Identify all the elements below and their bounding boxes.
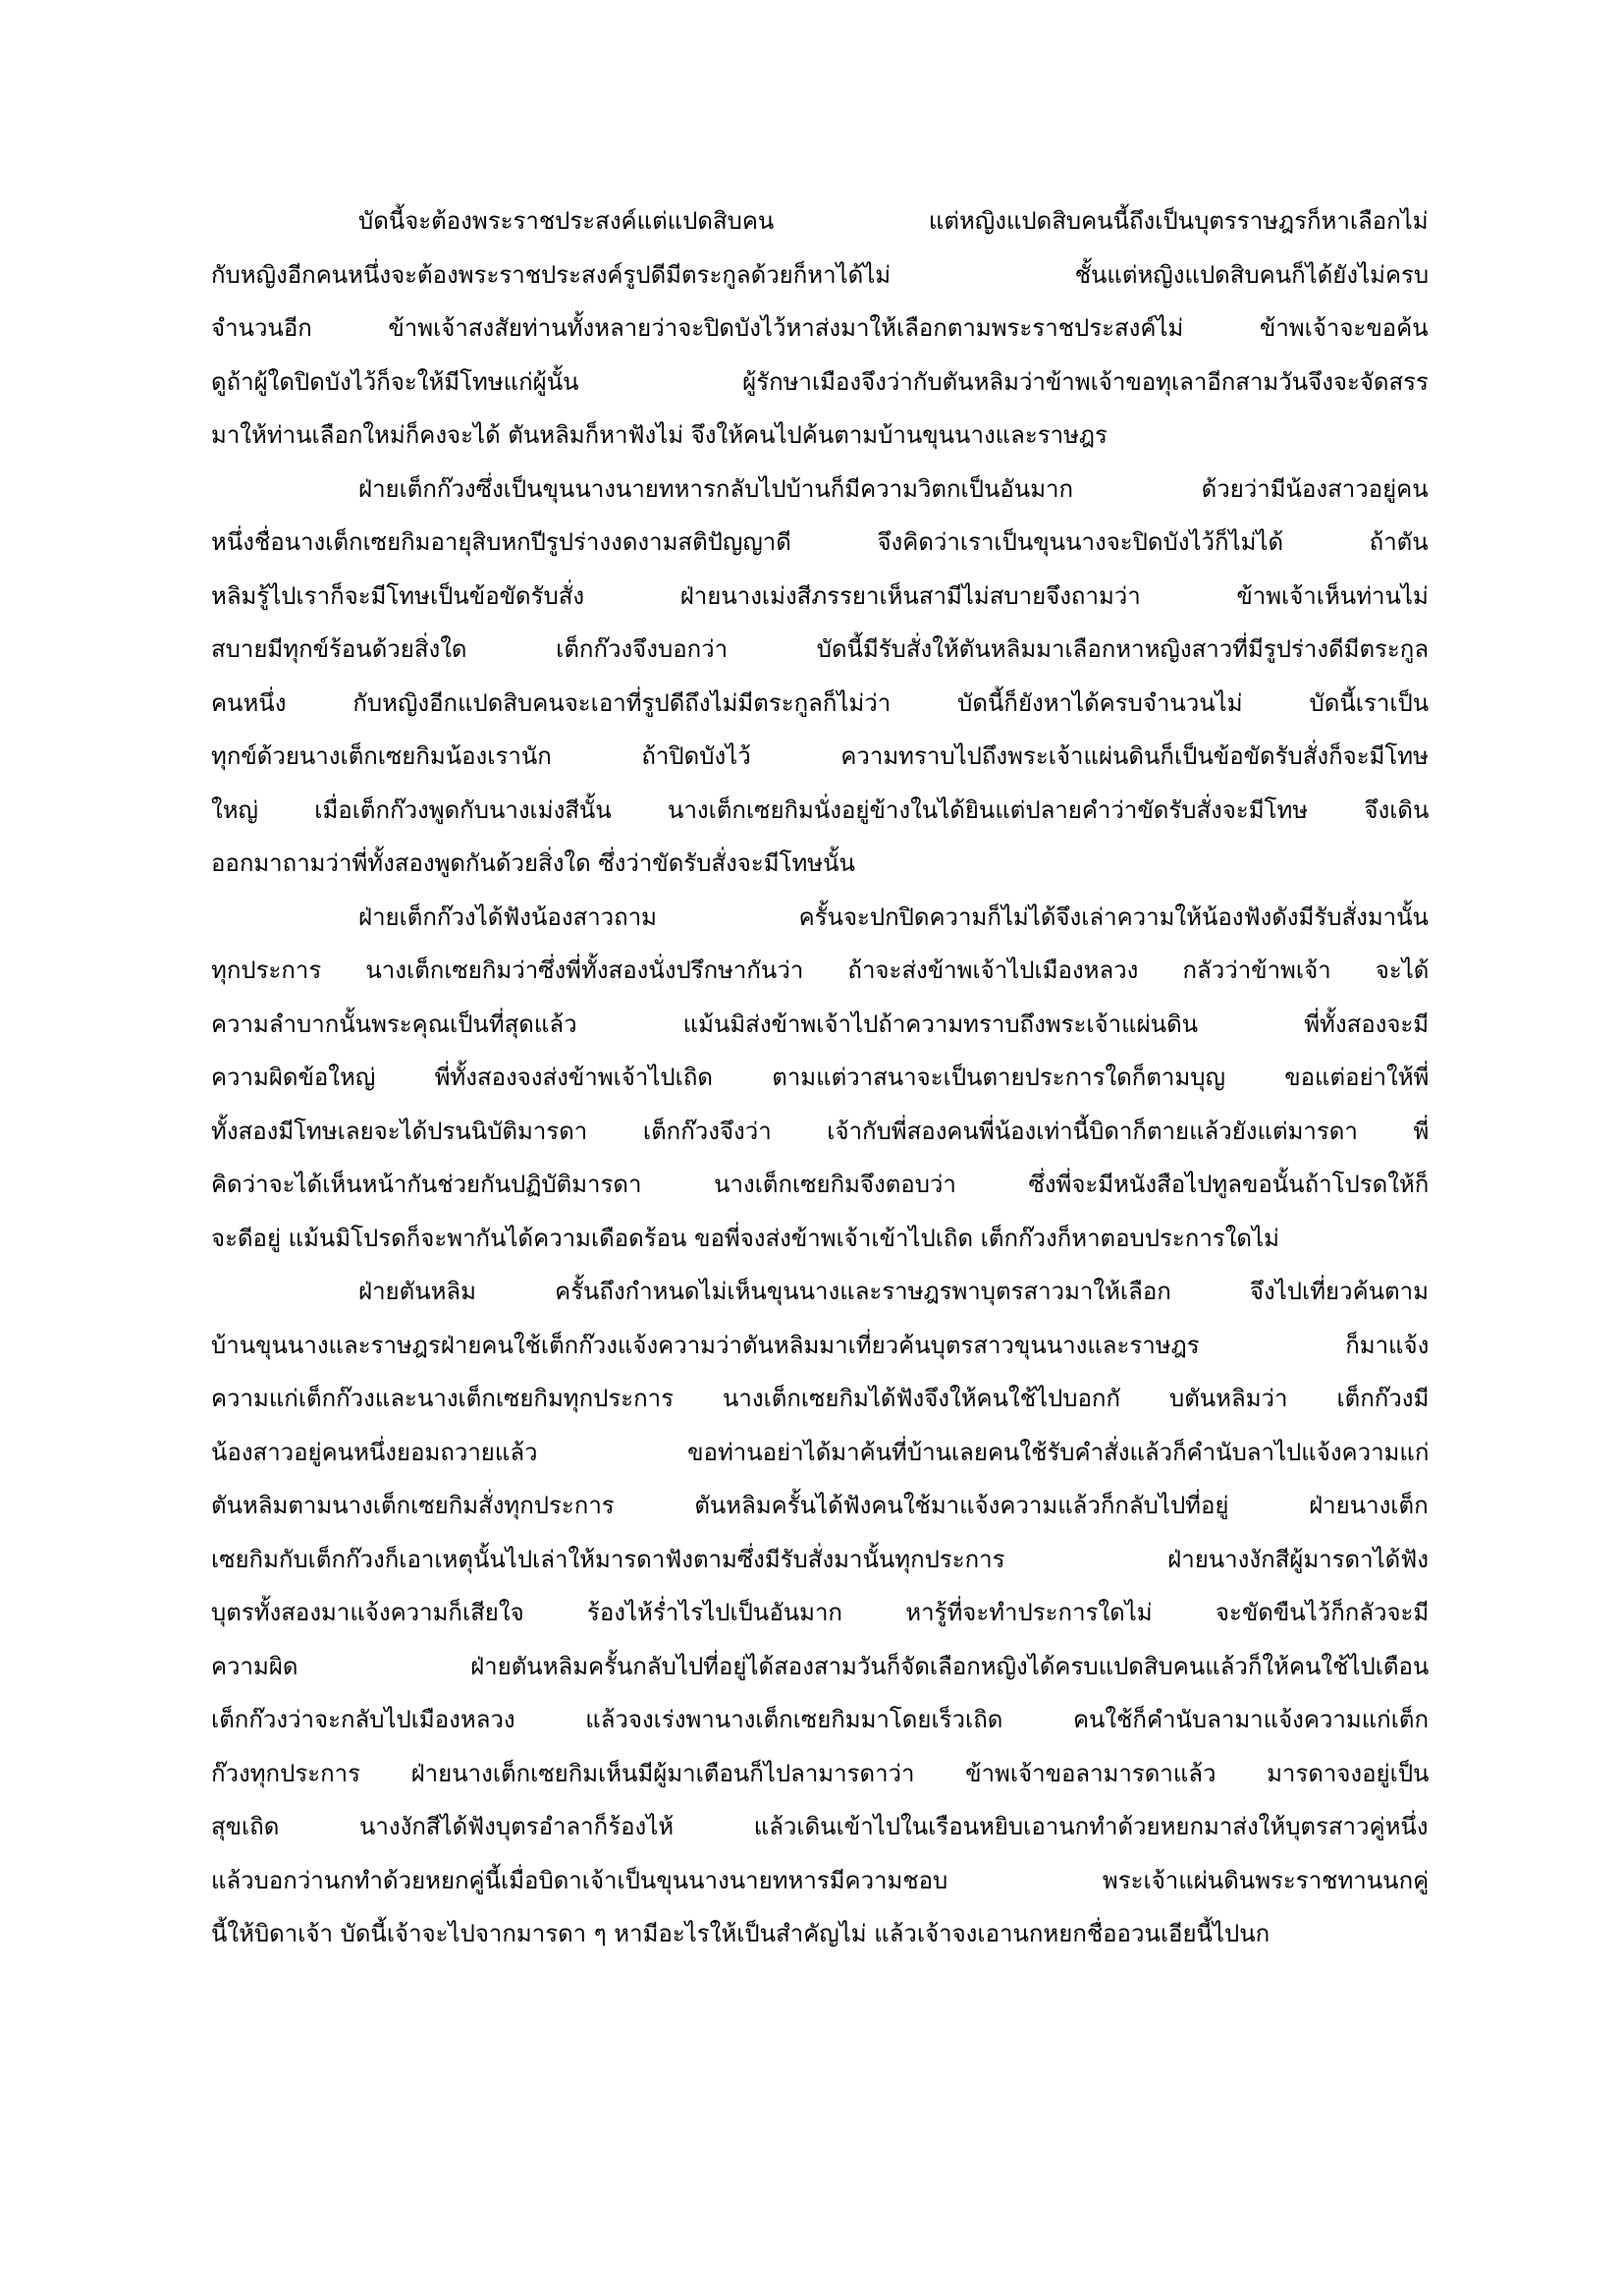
line-text: ความผิด ฝ่ายตันหลิมครั้นกลับไปที่อยู่ได้สองสามวันก็จัดเลือกหญิงได้ครบแปดสิบคนแล้วก็ให้คนใช้ไปเตือน xyxy=(211,1652,1429,1680)
line-text: เต็กก๊วงว่าจะกลับไปเมืองหลวง แล้วจงเร่งพานางเต็กเซยกิมมาโดยเร็วเถิด คนใช้ก็คำนับลามาแจ้งความแก่เต็ก xyxy=(211,1706,1429,1733)
line-text: ความผิดข้อใหญ่ พี่ทั้งสองจงส่งข้าพเจ้าไปเถิด ตามแต่วาสนาจะเป็นตายประการใดก็ตามบุญ ขอแต่อย่าให้พี่ xyxy=(211,1064,1429,1091)
line-text: ฝ่ายเต็กก๊วงซึ่งเป็นขุนนางนายทหารกลับไปบ้านก็มีความวิตกเป็นอันมาก ด้วยว่ามีน้องสาวอยู่คน xyxy=(358,474,1429,503)
line-text: คิดว่าจะได้เห็นหน้ากันช่วยกันปฏิบัติมารดา นางเต็กเซยกิมจึงตอบว่า ซึ่งพี่จะมีหนังสือไปทูลขอนั้นถ้าโปรดให้ก็ xyxy=(211,1171,1429,1198)
line-text: ความแก่เต็กก๊วงและนางเต็กเซยกิมทุกประการ นางเต็กเซยกิมได้ฟังจึงให้คนใช้ไปบอกกั บตันหลิมว่า เต็กก๊วงมี xyxy=(211,1385,1429,1412)
line-text: ก๊วงทุกประการ ฝ่ายนางเต็กเซยกิมเห็นมีผู้มาเตือนก็ไปลามารดาว่า ข้าพเจ้าขอลามารดาแล้ว มารดาจงอยู่เป็น xyxy=(211,1759,1429,1787)
text-line xyxy=(211,1265,1429,1319)
text-line xyxy=(211,1907,1429,1961)
line-text: ตันหลิมตามนางเต็กเซยกิมสั่งทุกประการ ตันหลิมครั้นได้ฟังคนใช้มาแจ้งความแล้วก็กลับไปที่อยู่ ฝ่ายนางเต็ก xyxy=(211,1492,1429,1519)
text-line xyxy=(211,1854,1429,1908)
text-line xyxy=(211,248,1429,302)
line-text: น้องสาวอยู่คนหนึ่งยอมถวายแล้ว ขอท่านอย่าได้มาค้นที่บ้านเลยคนใช้รับคำสั่งแล้วก็คำนับลาไปแจ้งความแก่ xyxy=(211,1438,1429,1466)
text-line xyxy=(211,1586,1429,1640)
line-text: ความลำบากนั้นพระคุณเป็นที่สุดแล้ว แม้นมิส่งข้าพเจ้าไปถ้าความทราบถึงพระเจ้าแผ่นดิน พี่ทั้งสองจะมี xyxy=(211,1010,1429,1038)
text-line xyxy=(211,570,1429,624)
text-line xyxy=(211,1747,1429,1801)
text-line xyxy=(211,1372,1429,1426)
text-line xyxy=(211,463,1429,517)
text-line xyxy=(211,1158,1429,1212)
paragraph xyxy=(211,463,1429,891)
line-text: ฝ่ายเต็กก๊วงได้ฟังน้องสาวถาม ครั้นจะปกปิดความก็ไม่ได้จึงเล่าความให้น้องฟังดังมีรับสั่งมานั้น xyxy=(358,902,1429,931)
paragraph xyxy=(211,891,1429,1266)
line-text: หลิมรู้ไปเราก็จะมีโทษเป็นข้อขัดรับสั่ง ฝ่ายนางเม่งสีภรรยาเห็นสามีไม่สบายจึงถามว่า ข้าพเจ้าเห็นท่านไม่ xyxy=(211,581,1429,610)
line-text: ทั้งสองมีโทษเลยจะได้ปรนนิบัติมารดา เต็กก๊วงจึงว่า เจ้ากับพี่สองคนพี่น้องเท่านี้บิดาก็ตายแล้วยังแต่มารดา พี่ xyxy=(211,1117,1429,1145)
text-line xyxy=(211,1693,1429,1747)
line-text: คนหนึ่ง กับหญิงอีกแปดสิบคนจะเอาที่รูปดีถึงไม่มีตระกูลก็ไม่ว่า บัดนี้ก็ยังหาได้ครบจำนวนไม่ บัดนี้เราเป็น xyxy=(211,688,1429,717)
text-line xyxy=(211,1319,1429,1373)
line-text: ทุกประการ นางเต็กเซยกิมว่าซึ่งพี่ทั้งสองนั่งปรึกษากันว่า ถ้าจะส่งข้าพเจ้าไปเมืองหลวง กลัวว่าข้าพเจ้า จะได้ xyxy=(211,957,1429,984)
line-text: หนึ่งชื่อนางเต็กเซยกิมอายุสิบหกปีรูปร่างงดงามสติปัญญาดี จึงคิดว่าเราเป็นขุนนางจะปิดบังไว้ก็ไม่ได้ ถ้าตัน xyxy=(211,528,1429,556)
line-text: กับหญิงอีกคนหนึ่งจะต้องพระราชประสงค์รูปดีมีตระกูลด้วยก็หาได้ไม่ ชั้นแต่หญิงแปดสิบคนก็ได้ยังไม่ครบ xyxy=(211,260,1429,289)
text-line xyxy=(211,837,1429,891)
line-text: จำนวนอีก ข้าพเจ้าสงสัยท่านทั้งหลายว่าจะปิดบังไว้หาส่งมาให้เลือกตามพระราชประสงค์ไม่ ข้าพเจ้าจะขอค้น xyxy=(211,314,1429,342)
text-line xyxy=(211,1212,1429,1266)
line-text: สุขเถิด นางงักสีได้ฟังบุตรอำลาก็ร้องไห้ แล้วเดินเข้าไปในเรือนหยิบเอานกทำด้วยหยกมาส่งให้บุตรสาวคู่หนึ่ง xyxy=(211,1813,1429,1840)
text-line xyxy=(211,623,1429,677)
line-text: บัดนี้จะต้องพระราชประสงค์แต่แปดสิบคน แต่หญิงแปดสิบคนนี้ถึงเป็นบุตรราษฎรก็หาเลือกไม่ xyxy=(358,207,1429,235)
text-line xyxy=(211,677,1429,731)
text-line xyxy=(211,1051,1429,1105)
paragraph xyxy=(211,194,1429,463)
line-text: บ้านขุนนางและราษฎรฝ่ายคนใช้เต็กก๊วงแจ้งความว่าตันหลิมมาเที่ยวค้นบุตรสาวขุนนางและราษฎร ก็มาแจ้ง xyxy=(211,1331,1429,1359)
text-line xyxy=(211,784,1429,838)
text-line xyxy=(211,1640,1429,1694)
text-line xyxy=(211,516,1429,570)
text-line xyxy=(211,409,1429,463)
text-line xyxy=(211,194,1429,248)
text-line xyxy=(211,355,1429,410)
text-line xyxy=(211,944,1429,998)
line-text: บุตรทั้งสองมาแจ้งความก็เสียใจ ร้องไห้ร่ำไรไปเป็นอันมาก หารู้ที่จะทำประการใดไม่ จะขัดขืนไว้ก็กลัวจะมี xyxy=(211,1599,1429,1626)
line-text: แล้วบอกว่านกทำด้วยหยกคู่นี้เมื่อบิดาเจ้าเป็นขุนนางนายทหารมีความชอบ พระเจ้าแผ่นดินพระราชทานนกคู่ xyxy=(211,1866,1429,1894)
line-text: ออกมาถามว่าพี่ทั้งสองพูดกันด้วยสิ่งใด ซึ่งว่าขัดรับสั่งจะมีโทษนั้น xyxy=(211,849,855,877)
text-line xyxy=(211,1533,1429,1587)
text-line xyxy=(211,301,1429,355)
text-line xyxy=(211,730,1429,784)
line-text: จะดีอยู่ แม้นมิโปรดก็จะพากันได้ความเดือดร้อน ขอพี่จงส่งข้าพเจ้าเข้าไปเถิด เต็กก๊วงก็หาตอบประการใดไม่ xyxy=(211,1224,1279,1252)
line-text: ฝ่ายตันหลิม ครั้นถึงกำหนดไม่เห็นขุนนางและราษฎรพาบุตรสาวมาให้เลือก จึงไปเที่ยวค้นตาม xyxy=(358,1278,1429,1305)
text-line xyxy=(211,1105,1429,1159)
text-line xyxy=(211,998,1429,1052)
line-text: ดูถ้าผู้ใดปิดบังไว้ก็จะให้มีโทษแก่ผู้นั้น ผู้รักษาเมืองจึงว่ากับตันหลิมว่าข้าพเจ้าขอทุเลาอีกสามวันจึงจะจัดสรร xyxy=(211,367,1429,396)
body-text xyxy=(211,194,1429,1961)
text-line xyxy=(211,1800,1429,1854)
text-line xyxy=(211,1426,1429,1480)
line-text: เซยกิมกับเต็กก๊วงก็เอาเหตุนั้นไปเล่าให้มารดาฟังตามซึ่งมีรับสั่งมานั้นทุกประการ ฝ่ายนางงักสีผู้มารดาได้ฟัง xyxy=(211,1545,1429,1573)
paragraph xyxy=(211,1265,1429,1961)
line-text: มาให้ท่านเลือกใหม่ก็คงจะได้ ตันหลิมก็หาฟังไม่ จึงให้คนไปค้นตามบ้านขุนนางและราษฎร xyxy=(211,421,1108,449)
line-text: ใหญ่ เมื่อเต็กก๊วงพูดกับนางเม่งสีนั้น นางเต็กเซยกิมนั่งอยู่ข้างในได้ยินแต่ปลายคำว่าขัดรับสั่งจะมีโทษ จึงเดิน xyxy=(211,795,1429,824)
text-line xyxy=(211,891,1429,945)
line-text: นี้ให้บิดาเจ้า บัดนี้เจ้าจะไปจากมารดา ๆ หามีอะไรให้เป็นสำคัญไม่ แล้วเจ้าจงเอานกหยกชื่ออวนเอียนี้ไปนก xyxy=(211,1920,1271,1947)
text-line xyxy=(211,1479,1429,1533)
line-text: สบายมีทุกข์ร้อนด้วยสิ่งใด เต็กก๊วงจึงบอกว่า บัดนี้มีรับสั่งให้ตันหลิมมาเลือกหาหญิงสาวที่มีรูปร่างดีมีตระกูล xyxy=(211,635,1429,663)
line-text: ทุกข์ด้วยนางเต็กเซยกิมน้องเรานัก ถ้าปิดบังไว้ ความทราบไปถึงพระเจ้าแผ่นดินก็เป็นข้อขัดรับสั่งก็จะมีโทษ xyxy=(211,742,1429,770)
